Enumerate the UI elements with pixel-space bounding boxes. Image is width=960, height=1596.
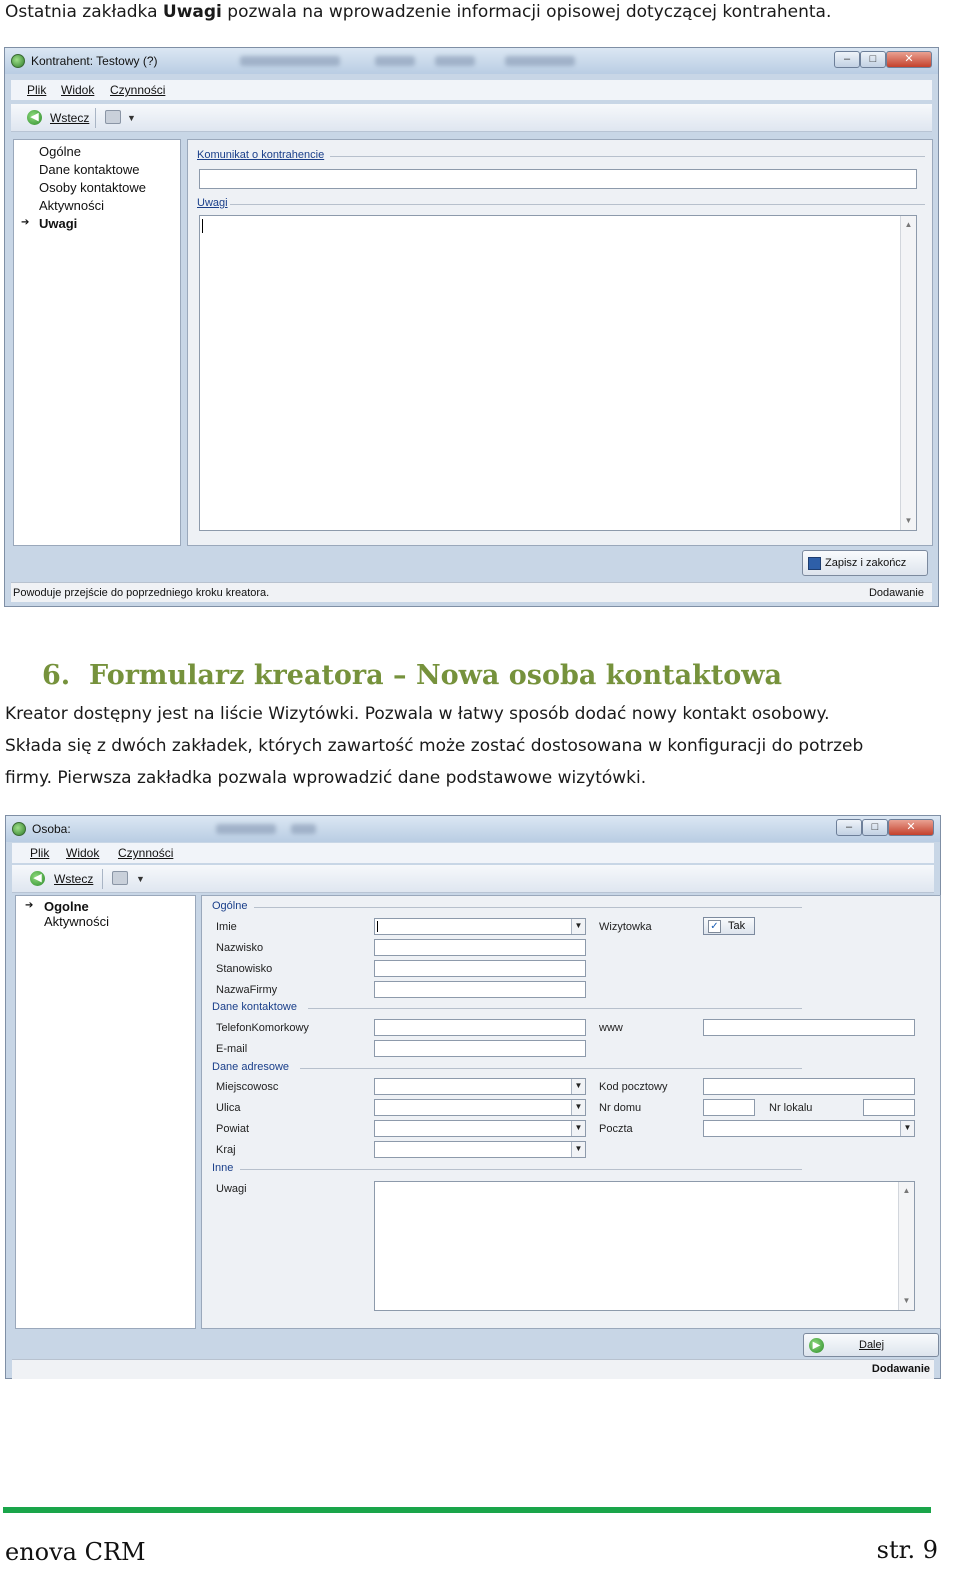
section-dane-kontaktowe-line bbox=[308, 1008, 802, 1009]
email-input[interactable] bbox=[374, 1040, 586, 1057]
label-stanowisko: Stanowisko bbox=[216, 963, 273, 975]
label-uwagi: Uwagi bbox=[216, 1183, 247, 1195]
section-ogolne-line bbox=[254, 907, 802, 908]
dropdown-icon[interactable]: ▼ bbox=[571, 1142, 585, 1157]
next-arrow-icon: ▶ bbox=[809, 1338, 824, 1353]
dropdown-icon[interactable]: ▼ bbox=[571, 1121, 585, 1136]
nazwisko-input[interactable] bbox=[374, 939, 586, 956]
nav-item-osoby-kontaktowe[interactable]: Osoby kontaktowe bbox=[39, 180, 146, 195]
section-paragraph-line-1: Kreator dostępny jest na liście Wizytówki. Pozwala w łatwy sposób dodać nowy kontakt osobowy. bbox=[5, 704, 830, 724]
footer-rule bbox=[3, 1507, 931, 1513]
uwagi-textarea[interactable] bbox=[199, 215, 917, 531]
intro-paragraph bbox=[5, 2, 831, 22]
toolbar-separator bbox=[102, 869, 103, 889]
ulica-combo[interactable] bbox=[374, 1099, 586, 1116]
maximize-button[interactable]: □ bbox=[860, 51, 886, 68]
nr-domu-input[interactable] bbox=[703, 1099, 755, 1116]
scroll-up-icon[interactable]: ▲ bbox=[904, 220, 913, 229]
toolbar bbox=[11, 104, 932, 132]
scroll-down-icon[interactable]: ▼ bbox=[902, 1296, 911, 1305]
content-panel bbox=[187, 139, 933, 546]
label-powiat: Powiat bbox=[216, 1123, 250, 1135]
intro-text-post: pozwala na wprowadzenie informacji opisowej dotyczącej kontrahenta. bbox=[221, 2, 832, 22]
dropdown-icon[interactable]: ▼ bbox=[571, 919, 585, 934]
save-icon bbox=[808, 557, 821, 570]
section-uwagi-label: Uwagi bbox=[197, 197, 228, 209]
minimize-button[interactable]: – bbox=[836, 819, 862, 836]
wizytowka-tak-label: Tak bbox=[728, 920, 746, 932]
poczta-combo[interactable] bbox=[703, 1120, 915, 1137]
section-ogolne-label: Ogólne bbox=[212, 900, 248, 912]
osoba-window bbox=[5, 815, 941, 1379]
uwagi-scrollbar[interactable] bbox=[900, 216, 916, 530]
form-panel bbox=[201, 895, 941, 1329]
uwagi-scrollbar[interactable] bbox=[898, 1182, 914, 1310]
nr-lokalu-input[interactable] bbox=[863, 1099, 915, 1116]
www-input[interactable] bbox=[703, 1019, 915, 1036]
telefon-input[interactable] bbox=[374, 1019, 586, 1036]
blurred-title-bar-1 bbox=[216, 824, 276, 834]
section-inne-label: Inne bbox=[212, 1162, 234, 1174]
menu-plik[interactable]: Plik bbox=[30, 846, 50, 860]
status-bar bbox=[12, 1359, 934, 1379]
section-heading bbox=[42, 660, 782, 691]
nav-item-dane-kontaktowe[interactable]: Dane kontaktowe bbox=[39, 162, 140, 177]
current-item-arrow-icon: ➔ bbox=[21, 217, 30, 228]
menu-bar bbox=[12, 843, 934, 863]
dropdown-icon[interactable]: ▼ bbox=[571, 1100, 585, 1115]
nav-panel bbox=[15, 895, 196, 1329]
stanowisko-input[interactable] bbox=[374, 960, 586, 977]
blurred-title-bar-3 bbox=[435, 56, 475, 66]
nav-panel bbox=[13, 139, 181, 546]
menu-czynnosci[interactable]: Czynności bbox=[110, 83, 166, 97]
section-paragraph-line-3: firmy. Pierwsza zakładka pozwala wprowadzić dane podstawowe wizytówki. bbox=[5, 768, 647, 788]
wizytowka-checkbox-field[interactable] bbox=[703, 917, 755, 935]
label-kod-pocztowy: Kod pocztowy bbox=[599, 1081, 668, 1093]
uwagi-textarea[interactable] bbox=[374, 1181, 915, 1311]
status-right-text: Dodawanie bbox=[871, 1363, 930, 1375]
window-title: Osoba: bbox=[32, 822, 71, 836]
toolbar bbox=[12, 865, 934, 893]
label-imie: Imie bbox=[216, 921, 237, 933]
label-nazwisko: Nazwisko bbox=[216, 942, 264, 954]
imie-combo[interactable] bbox=[374, 918, 586, 935]
app-icon bbox=[11, 54, 25, 68]
back-button[interactable]: Wstecz bbox=[50, 111, 90, 125]
section-inne-line bbox=[240, 1169, 802, 1170]
intro-text-bold: Uwagi bbox=[162, 2, 222, 22]
section-paragraph-line-2: Składa się z dwóch zakładek, których zawartość może zostać dostosowana w konfiguracji do potrzeb bbox=[5, 736, 864, 756]
menu-czynnosci[interactable]: Czynności bbox=[118, 846, 174, 860]
blurred-title-bar-2 bbox=[291, 824, 316, 834]
nav-item-ogolne[interactable]: Ogolne bbox=[44, 899, 89, 914]
next-button[interactable] bbox=[803, 1333, 939, 1357]
label-nazwa-firmy: NazwaFirmy bbox=[216, 984, 278, 996]
scroll-up-icon[interactable]: ▲ bbox=[902, 1186, 911, 1195]
print-icon[interactable] bbox=[112, 871, 128, 885]
menu-widok[interactable]: Widok bbox=[66, 846, 100, 860]
back-arrow-icon: ◀ bbox=[30, 871, 45, 886]
back-button[interactable]: Wstecz bbox=[54, 872, 94, 886]
kontrahent-window bbox=[4, 47, 939, 607]
label-nr-domu: Nr domu bbox=[599, 1102, 642, 1114]
wizytowka-checkbox[interactable]: ✓ bbox=[708, 920, 721, 933]
section-dane-kontaktowe-label: Dane kontaktowe bbox=[212, 1001, 297, 1013]
menu-widok[interactable]: Widok bbox=[61, 83, 95, 97]
close-button[interactable]: ✕ bbox=[888, 819, 934, 836]
nazwa-firmy-input[interactable] bbox=[374, 981, 586, 998]
powiat-combo[interactable] bbox=[374, 1120, 586, 1137]
app-icon bbox=[12, 822, 26, 836]
window-titlebar bbox=[5, 48, 938, 74]
label-wizytowka: Wizytowka bbox=[599, 921, 652, 933]
footer-right: str. 9 bbox=[876, 1536, 938, 1564]
footer-left: enova CRM bbox=[5, 1538, 146, 1566]
text-caret bbox=[202, 219, 203, 233]
save-and-finish-label: Zapisz i zakończ bbox=[825, 557, 907, 569]
blurred-title-bar-4 bbox=[505, 56, 575, 66]
text-caret bbox=[377, 921, 378, 932]
label-email: E-mail bbox=[216, 1043, 248, 1055]
section-komunikat-label: Komunikat o kontrahencie bbox=[197, 149, 325, 161]
maximize-button[interactable]: □ bbox=[862, 819, 888, 836]
menu-bar bbox=[11, 80, 932, 100]
save-and-finish-button[interactable] bbox=[802, 550, 928, 576]
back-arrow-icon: ◀ bbox=[27, 110, 42, 125]
next-button-label: Dalej bbox=[859, 1339, 885, 1351]
nav-item-uwagi[interactable]: Uwagi bbox=[39, 216, 78, 231]
toolbar-separator bbox=[95, 108, 96, 128]
current-item-arrow-icon: ➔ bbox=[25, 900, 34, 911]
kraj-combo[interactable] bbox=[374, 1141, 586, 1158]
section-uwagi-line bbox=[230, 204, 925, 205]
status-right-text: Dodawanie bbox=[868, 587, 924, 599]
miejscowosc-combo[interactable] bbox=[374, 1078, 586, 1095]
close-button[interactable]: ✕ bbox=[886, 51, 932, 68]
section-dane-adresowe-line bbox=[300, 1068, 802, 1069]
label-nr-lokalu: Nr lokalu bbox=[769, 1102, 813, 1114]
label-miejscowosc: Miejscowosc bbox=[216, 1081, 279, 1093]
section-number: 6. bbox=[42, 660, 71, 691]
print-dropdown-icon[interactable]: ▼ bbox=[136, 874, 145, 884]
minimize-button[interactable]: – bbox=[834, 51, 860, 68]
window-titlebar bbox=[6, 816, 940, 842]
label-telefon: TelefonKomorkowy bbox=[216, 1022, 309, 1034]
label-poczta: Poczta bbox=[599, 1123, 633, 1135]
label-www: www bbox=[599, 1022, 623, 1034]
dropdown-icon[interactable]: ▼ bbox=[900, 1121, 914, 1136]
label-ulica: Ulica bbox=[216, 1102, 241, 1114]
nav-item-ogolne[interactable]: Ogólne bbox=[39, 144, 81, 159]
scroll-down-icon[interactable]: ▼ bbox=[904, 516, 913, 525]
kod-pocztowy-input[interactable] bbox=[703, 1078, 915, 1095]
dropdown-icon[interactable]: ▼ bbox=[571, 1079, 585, 1094]
status-bar bbox=[11, 582, 932, 602]
section-komunikat-line bbox=[330, 156, 925, 157]
window-title: Kontrahent: Testowy (?) bbox=[31, 54, 158, 68]
nav-item-aktywnosci[interactable]: Aktywności bbox=[44, 914, 110, 929]
nav-item-aktywnosci[interactable]: Aktywności bbox=[39, 198, 105, 213]
menu-plik[interactable]: Plik bbox=[27, 83, 47, 97]
label-kraj: Kraj bbox=[216, 1144, 236, 1156]
print-dropdown-icon[interactable]: ▼ bbox=[127, 113, 136, 123]
status-left-text: Powoduje przejście do poprzedniego kroku kreatora. bbox=[13, 587, 270, 599]
blurred-title-bar-1 bbox=[240, 56, 340, 66]
section-title: Formularz kreatora – Nowa osoba kontaktowa bbox=[89, 660, 782, 691]
komunikat-input[interactable] bbox=[199, 169, 917, 189]
blurred-title-bar-2 bbox=[375, 56, 415, 66]
print-icon[interactable] bbox=[105, 110, 121, 124]
section-dane-adresowe-label: Dane adresowe bbox=[212, 1061, 290, 1073]
intro-text-pre: Ostatnia zakładka bbox=[5, 2, 163, 22]
